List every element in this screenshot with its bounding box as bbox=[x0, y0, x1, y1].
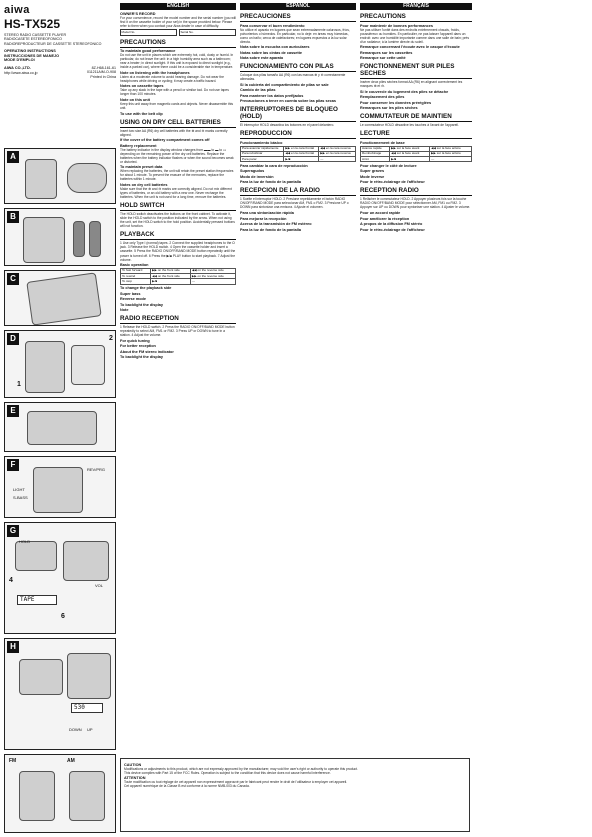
subheading: Pour changer le côté de lecture bbox=[360, 163, 417, 168]
paragraph: 1 Release the HOLD switch. 2 Press the RADIO ON/OFF/BAND MODE button repeatedly to select AM, FM1 or FM2. 3 Press UP or DOWN to tune in a station. 4 Adjust the volume. bbox=[120, 325, 235, 338]
frequency-display: 530 bbox=[71, 703, 103, 713]
figure-label: A bbox=[7, 151, 19, 163]
figure-e bbox=[4, 402, 116, 452]
table-cell: ▶▶ sur la face avant bbox=[390, 146, 430, 151]
subheading: Pour le rétro-éclairage de l'afficheur bbox=[360, 180, 425, 185]
subheading: Para la luz de fondo de la pantalla bbox=[240, 227, 301, 232]
figure-label: E bbox=[7, 405, 19, 417]
subheading: Remarques sur les cassettes bbox=[360, 50, 413, 55]
section-precautions: PRECAUTIONS bbox=[120, 39, 236, 48]
paragraph: Le commutateur HOLD désactive les touches à l'avant de l'appareil. bbox=[360, 123, 459, 128]
subheading: Pour le rétro-éclairage de l'afficheur bbox=[360, 227, 425, 232]
subheading: Para conservar el buen rendimiento bbox=[240, 23, 305, 28]
subheading: Superagudos bbox=[240, 169, 265, 174]
attention-text-2: Cet appareil numérique de la Classe B est conforme à la norme NMB-003 du Canada. bbox=[124, 784, 250, 789]
section-hold: COMMUTATEUR DE MAINTIEN bbox=[360, 113, 472, 122]
subheading: Pour conserver les données préréglées bbox=[360, 100, 432, 105]
section-hold: INTERRUPTORES DE BLOQUEO (HOLD) bbox=[240, 106, 356, 122]
paragraph: 1 Suelte el interruptor HOLD. 2 Presione repetidamente el botón RADIO ON/OFF/BAND MODE para seleccionar AM, FM1 o FM2. 3 Presione UP o DOWN para sintonizar una emisora. 4 Ajuste el volumen. bbox=[240, 197, 349, 210]
unit-illustration bbox=[19, 771, 55, 821]
paragraph: Ne pas utiliser l'unité dans des endroits extrêmement chauds, froids, poussiéreux ou humides. En particulier, ne pas laisser l'appareil dans un endroit: avec une humidité importante comme dans une salle de bain; près d'un radiateur; à la lumière directe du soleil. bbox=[360, 27, 470, 44]
section-playback: REPRODUCCION bbox=[240, 130, 356, 139]
table-cell: Avance rapide bbox=[361, 146, 390, 151]
cover-block bbox=[4, 4, 116, 79]
unit-illustration bbox=[67, 653, 111, 699]
subheading: Funcionamiento básico bbox=[240, 140, 283, 145]
paragraph: Make sure that the ⊕ and ⊖ marks are correctly aligned. Do not mix different types of batteries, or an old battery with a new one. Never recharge the batteries. When the unit is not used for a long time, remove the batteries. bbox=[120, 187, 232, 200]
subheading: Para la luz de fondo de la pantalla bbox=[240, 180, 301, 185]
column-header: ESPAÑOL bbox=[240, 3, 356, 10]
paragraph: Coloque dos pilas tamaño AA (R6) con las marcas ⊕ y ⊖ correctamente alineadas. bbox=[240, 73, 346, 82]
battery-illustration bbox=[89, 221, 101, 257]
column-header: FRANÇAIS bbox=[360, 3, 472, 10]
subheading: To maintain good performance bbox=[120, 49, 176, 54]
table-row bbox=[361, 157, 472, 162]
subheading: Nota sobre la escucha con auriculares bbox=[240, 45, 310, 50]
section-radio: RADIO RECEPTION bbox=[120, 315, 236, 324]
subtitle-2: RADIOCASETE ESTEREOFONICO bbox=[4, 37, 62, 42]
unit-illustration bbox=[27, 411, 97, 445]
table-row bbox=[241, 157, 356, 162]
basic-operation-table bbox=[240, 146, 356, 163]
paragraph: When replacing the batteries, the unit will retain the preset station frequencies for about 1 minute. To prevent the erasure of the memories, replace the batteries within 1 minute. bbox=[120, 169, 234, 182]
step-number: 4 bbox=[9, 577, 13, 584]
subheading: Para mejorar la recepción bbox=[240, 216, 287, 221]
figure-label: H bbox=[7, 641, 19, 653]
subheading: To change the playback side bbox=[120, 286, 172, 291]
table-cell: Para avanzar rápidamente bbox=[241, 146, 284, 151]
subheading: Reverse mode bbox=[120, 297, 146, 302]
subheading: To backlight the display bbox=[120, 302, 163, 307]
subheading: Para mantener los datos prefijados bbox=[240, 93, 304, 98]
table-cell: To rewind bbox=[121, 274, 151, 279]
down-label: DOWN bbox=[69, 727, 82, 732]
figure-f bbox=[4, 456, 116, 518]
spanish-column bbox=[240, 3, 356, 232]
subheading: To backlight the display bbox=[120, 355, 163, 360]
subheading: To maintain preset data bbox=[120, 165, 163, 170]
table-cell: — bbox=[430, 157, 472, 162]
section-batteries: FONCTIONNEMENT SUR PILES SECHES bbox=[360, 63, 472, 79]
table-cell: To stop bbox=[121, 279, 151, 284]
subheading: Precauciones a tener en cuenta sobre las pilas secas bbox=[240, 99, 337, 104]
up-label: UP bbox=[87, 727, 93, 732]
section-precautions: PRECAUCIONES bbox=[240, 13, 356, 22]
company-name: AIWA CO.,LTD. bbox=[4, 66, 31, 70]
paragraph: The battery indicator in the display window changes from ▬▬ to ▬ to ▭ depending on the remaining power of the dry cell batteries. Replace the batteries when the battery indicator flashes or when the sound becomes weak or distorted. bbox=[120, 147, 234, 164]
figure-h bbox=[4, 638, 116, 750]
vol-label: VOL bbox=[95, 583, 104, 588]
subheading: To use with the belt clip bbox=[120, 111, 163, 116]
paragraph: Do not use the unit in places which are extremely hot, cold, dusty or humid. In particular, do not leave the unit: in a high humidity area such as a bathroom; near a heater; in direct sunlight. If this unit is exposed to direct sunlight (e.g., inside a parked car), where there could be a considerable rise in temperature. bbox=[120, 53, 234, 70]
paragraph: 1 Use only Type I (normal) tapes. 2 Connect the supplied headphones to the Ω jack. 3 Release the HOLD switch. 4 Open the cassette holder and insert a cassette. 5 Press the RADIO ON/OFF/BAND MODE button repeatedly until the power is turned off. 6 Press the ▶/■ PLAY button to start playback. 7 Adjust the volume. bbox=[120, 241, 236, 262]
subheading: A propos de la diffusion FM stéréo bbox=[360, 222, 423, 227]
subheading: For quick tuning bbox=[120, 338, 150, 343]
attention-text-1: Toute modification ou tout réglage de cet appareil non expressément approuvé par le fabricant peut rendre le droit de l'utilisateur à employer cet appareil. bbox=[124, 780, 348, 785]
subheading: Pour maintenir de bonnes performances bbox=[360, 23, 434, 28]
table-cell: ▶▶ on the front side bbox=[151, 269, 191, 274]
unit-illustration bbox=[69, 771, 105, 821]
unit-illustration bbox=[19, 659, 63, 695]
subheading: Pour un accord rapide bbox=[360, 211, 401, 216]
table-cell: Para parar bbox=[241, 157, 284, 162]
table-cell: To fast forward bbox=[121, 269, 151, 274]
table-cell: — bbox=[190, 279, 235, 284]
am-label: AM bbox=[67, 758, 75, 764]
subheading: About the FM stereo indicator bbox=[120, 349, 174, 354]
section-playback: PLAYBACK bbox=[120, 231, 236, 240]
subheading: Super bass bbox=[120, 291, 141, 296]
serial-field: Serial No. bbox=[179, 29, 236, 36]
tape-display: TAPE bbox=[17, 595, 57, 605]
paragraph: The HOLD switch deactivates the buttons on the front cabinet. To activate it, slide the HOLD switch to the position indicated by the arrow. When not using the unit, set the HOLD switch to the hold position. Accidentally pressed buttons will not function. bbox=[120, 212, 235, 229]
figure-antenna bbox=[4, 754, 116, 833]
table-cell: Rembobinage bbox=[361, 152, 390, 157]
subheading: Para una sintonización rápida bbox=[240, 211, 294, 216]
subheading: Basic operation bbox=[120, 263, 149, 268]
figure-label: D bbox=[7, 333, 19, 345]
subtitle-1: STEREO RADIO CASSETTE PLAYER bbox=[4, 33, 67, 37]
belt-clip-illustration bbox=[67, 163, 107, 193]
table-cell: ◀◀ sur la face avant bbox=[390, 152, 430, 157]
brand-logo: aiwa bbox=[4, 4, 30, 16]
subheading: Note on this unit bbox=[120, 98, 150, 103]
unit-illustration bbox=[63, 541, 109, 581]
subheading: Notes on cassette tapes bbox=[120, 84, 164, 89]
subheading: If the cover of the battery compartment comes off bbox=[120, 138, 210, 143]
table-cell: ▶▶ en la cara frontal bbox=[284, 146, 319, 151]
caution-text-1: Modifications or adjustments to this product, which are not expressly approved by the manufacturer, may void the user's right or authority to operate this product. bbox=[124, 766, 358, 771]
code-1: 8Z-H68-161-61 bbox=[91, 66, 116, 70]
figure-c bbox=[4, 270, 116, 326]
section-precautions: PRECAUTIONS bbox=[360, 13, 472, 22]
battery-illustration bbox=[73, 221, 85, 257]
paragraph: Keep this unit away from magnetic cards and objects. Never disassemble this unit. bbox=[120, 102, 234, 111]
section-radio: RECEPTION RADIO bbox=[360, 187, 472, 196]
subheading: Si la cubierta del compartimiento de pilas se sale bbox=[240, 82, 329, 87]
attention-title: ATTENTION bbox=[124, 776, 146, 781]
section-batteries: USING ON DRY CELL BATTERIES bbox=[120, 119, 236, 128]
table-cell: ▶▶ en la cara reversa bbox=[319, 152, 356, 157]
table-cell: — bbox=[319, 157, 356, 162]
table-cell: ◀◀ on the reverse side bbox=[190, 269, 235, 274]
code-2: 011211AIM-O-908 bbox=[86, 70, 116, 75]
subtitle-3: RADIOREPRODUCTEUR DE CASSETTE STEREOFONICO bbox=[4, 41, 102, 46]
instructions-2: INSTRUCCIONES DE MANEJO bbox=[4, 53, 60, 58]
table-cell: ▶/■ bbox=[390, 157, 430, 162]
subheading: Mode inverse bbox=[360, 174, 385, 179]
paragraph: Insert two size AA (R6) dry cell batteries with the ⊕ and ⊖ marks correctly aligned. bbox=[120, 128, 228, 137]
subheading: Note on listening with the headphones bbox=[120, 70, 190, 75]
subheading: Notes on dry cell batteries bbox=[120, 183, 168, 188]
subheading: Remarque concernant l'écoute avec le casque d'écoute bbox=[360, 45, 460, 50]
paragraph: Take up any slack in the tape with a pencil or similar tool. Do not use tapes longer than 100 minutes. bbox=[120, 88, 229, 97]
owners-text: For your convenience, record the model number and the serial number (you will find it on the cassette holder of your set) in the space provided below. Please refer to them when you contact your Aiwa dealer in case of difficulty. bbox=[120, 15, 236, 28]
model-number: HS-TX525 bbox=[4, 17, 61, 31]
table-cell: Arrêt bbox=[361, 157, 390, 162]
cassette-illustration bbox=[71, 345, 105, 385]
figure-b bbox=[4, 208, 116, 266]
model-field: Model No. bbox=[120, 29, 177, 36]
subheading: Remplacement des piles bbox=[360, 95, 405, 100]
code-3: Printed in China bbox=[90, 74, 116, 79]
sbass-label: S-BASS bbox=[13, 495, 28, 500]
caution-text-2: This device complies with Part 15 of the FCC Rules. Operation is subject to the condition that this device does not cause harmful interference. bbox=[124, 770, 331, 775]
paragraph: Listen at a moderate volume to avoid hearing damage. Do not wear the headphones while driving or cycling; it may create a traffic hazard. bbox=[120, 74, 224, 83]
table-cell: ◀◀ en la cara reversa bbox=[319, 146, 356, 151]
column-header: ENGLISH bbox=[120, 3, 236, 10]
owners-title: OWNER'S RECORD bbox=[120, 11, 156, 16]
fm-label: FM bbox=[9, 758, 17, 764]
device-illustration bbox=[25, 159, 57, 199]
step-number: 2 bbox=[109, 335, 113, 342]
step-number: 1 bbox=[17, 381, 21, 388]
unit-illustration bbox=[25, 341, 65, 393]
section-batteries: FUNCIONAMIENTO CON PILAS bbox=[240, 63, 356, 72]
subheading: Remarque sur cette unité bbox=[360, 56, 406, 61]
subheading: Fonctionnement de base bbox=[360, 140, 405, 145]
step-number: 6 bbox=[61, 613, 65, 620]
instructions-3: MODE D'EMPLOI bbox=[4, 58, 35, 63]
subheading: Pour améliorer la réception bbox=[360, 216, 410, 221]
paragraph: 1 Relâcher le commutateur HOLD. 2 Appuyer plusieurs fois sur la touche RADIO ON/OFF/BAND MODE pour sélectionner AM, FM1 ou FM2. 3 Appuyer sur UP ou DOWN pour syntoniser une station. 4 Ajuster le volume. bbox=[360, 197, 471, 210]
table-cell: ◀◀ en la cara frontal bbox=[284, 152, 319, 157]
subheading: Modo de inversión bbox=[240, 174, 274, 179]
subheading: Notas sobre las cintas de cassette bbox=[240, 50, 303, 55]
figure-label: G bbox=[7, 525, 19, 537]
unit-illustration bbox=[26, 272, 101, 325]
subheading: For better reception bbox=[120, 344, 156, 349]
table-cell: ▶/■ bbox=[284, 157, 319, 162]
rev-label: REV/PRG bbox=[87, 467, 106, 472]
subheading: Remarques sur les piles sèches bbox=[360, 106, 418, 111]
french-column bbox=[360, 3, 472, 232]
table-row bbox=[121, 279, 236, 284]
paragraph: El interruptor HOLD desactiva los botones en el panel delantero. bbox=[240, 123, 335, 128]
basic-operation-table bbox=[360, 146, 472, 163]
subheading: Note bbox=[120, 308, 129, 313]
section-radio: RECEPCION DE LA RADIO bbox=[240, 187, 356, 196]
battery-compartment-illustration bbox=[23, 217, 65, 263]
subheading: Si le couvercle du logement des piles se détache bbox=[360, 89, 449, 94]
website: http://www.aiwa.co.jp bbox=[4, 70, 38, 75]
english-column bbox=[120, 3, 236, 359]
section-hold: HOLD SWITCH bbox=[120, 202, 236, 211]
subheading: Battery replacement bbox=[120, 143, 157, 148]
figure-label: C bbox=[7, 273, 19, 285]
basic-operation-table bbox=[120, 268, 236, 285]
light-label: LIGHT bbox=[13, 487, 25, 492]
figure-a bbox=[4, 148, 116, 204]
unit-illustration bbox=[15, 541, 57, 571]
subheading: Super graves bbox=[360, 169, 385, 174]
hold-label: HOLD bbox=[19, 539, 31, 544]
subheading: Para cambiar la cara de reproducción bbox=[240, 163, 308, 168]
caution-title: CAUTION bbox=[124, 762, 142, 767]
paragraph: No utilice el aparato en lugares que sean extremadamente calurosos, fríos, polvorientos o húmedos. En particular, no lo deje: en áreas muy húmedas, como un baño; cerca de calefactores; en lugares expuestos a la luz solar directa. bbox=[240, 27, 350, 44]
figure-label: F bbox=[7, 459, 19, 471]
subheading: Cambio de las pilas bbox=[240, 88, 276, 93]
table-cell: ◀◀ on the front side bbox=[151, 274, 191, 279]
figure-d bbox=[4, 330, 116, 398]
table-cell: ▶/■ bbox=[151, 279, 191, 284]
figure-g bbox=[4, 522, 116, 634]
paragraph: Insérer deux piles sèches format AA (R6) en alignant correctement les marques ⊕ et ⊖. bbox=[360, 80, 463, 89]
table-cell: Para rebobinar bbox=[241, 152, 284, 157]
unit-illustration bbox=[33, 467, 83, 513]
table-cell: ▶▶ sur la face arrière bbox=[430, 152, 472, 157]
subheading: Nota sobre este aparato bbox=[240, 56, 284, 61]
subheading: Acerca de la transmisión de FM estéreo bbox=[240, 222, 312, 227]
instructions-1: OPERATING INSTRUCTIONS bbox=[4, 49, 56, 54]
section-playback: LECTURE bbox=[360, 130, 472, 139]
table-cell: ▶▶ on the reverse side bbox=[190, 274, 235, 279]
caution-box bbox=[120, 758, 470, 832]
table-cell: ◀◀ sur la face arrière bbox=[430, 146, 472, 151]
figure-label: B bbox=[7, 211, 19, 223]
